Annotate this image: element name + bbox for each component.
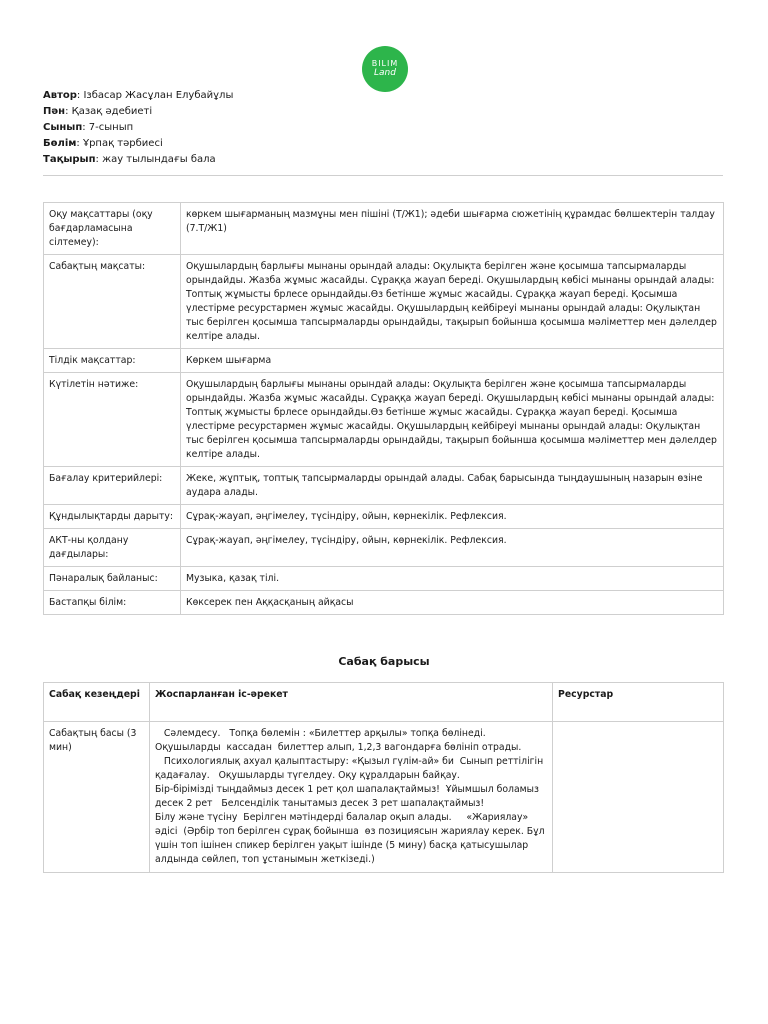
- table-row: [44, 467, 724, 505]
- meta-subject: Пән: Қазақ әдебиеті: [43, 106, 153, 117]
- info-value: көркем шығарманың мазмұны мен пішіні (Т/Ж1); әдеби шығарма сюжетінің құрамдас бөлшектерін талдау (7.Т/Ж1): [181, 203, 724, 255]
- meta-section: Бөлім: Ұрпақ тәрбиесі: [43, 138, 163, 149]
- info-key: Сабақтың мақсаты:: [44, 255, 181, 349]
- activity-cell: Сәлемдесу. Топқа бөлемін : «Билеттер арқылы» топқа бөлінеді. Оқушыларды кассадан билеттер алып, 1,2,3 вагондарға бөлініп отрады. Психологиялық ахуал қалыптастыру: «Қызыл гүлім-ай» би Сынып реттілігін қадағалау. Оқушыларды түгелдеу. Оқу құралдарын байқау. Бір-бірімізді тыңдаймыз десек 1 рет қол шапалақтаймыз! Ұйымшыл боламыз десек 2 рет Белсенділік танытамыз десек 3 рет шапалақтаймыз! Білу және түсіну Берілген мәтіндерді балалар оқып алады. «Жариялау» әдісі (Әрбір топ берілген сұрақ бойынша өз позициясын жариялау керек. Бұл үшін топ ішінен спикер берілген уақыт ішінде (5 мину) басқа қатысушылар алдында сөйлеп, топ ұстанымын жеткізеді.): [150, 722, 553, 873]
- table-row: [44, 567, 724, 591]
- info-value: Сұрақ-жауап, әңгімелеу, түсіндіру, ойын, көрнекілік. Рефлексия.: [181, 529, 724, 567]
- header-activity: Жоспарланған іс-әрекет: [150, 683, 553, 722]
- info-value: Көркем шығарма: [181, 349, 724, 373]
- table-row: [44, 591, 724, 615]
- resources-cell: [553, 722, 724, 873]
- info-value: Музыка, қазақ тілі.: [181, 567, 724, 591]
- info-key: Құндылықтарды дарыту:: [44, 505, 181, 529]
- info-key: Тілдік мақсаттар:: [44, 349, 181, 373]
- table-row: [44, 722, 724, 873]
- info-value: Сұрақ-жауап, әңгімелеу, түсіндіру, ойын, көрнекілік. Рефлексия.: [181, 505, 724, 529]
- table-row: [44, 505, 724, 529]
- stage-cell: Сабақтың басы (3 мин): [44, 722, 150, 873]
- info-value: Көксерек пен Аққасқаның айқасы: [181, 591, 724, 615]
- table-row: [44, 373, 724, 467]
- document-meta: [43, 88, 233, 168]
- table-row: [44, 529, 724, 567]
- info-key: Бағалау критерийлері:: [44, 467, 181, 505]
- info-key: АКТ-ны қолдану дағдылары:: [44, 529, 181, 567]
- meta-author: Автор: Ізбасар Жасұлан Елубайұлы: [43, 90, 234, 101]
- header-resources: Ресурстар: [553, 683, 724, 722]
- divider: [43, 175, 723, 176]
- lesson-plan-table: [43, 682, 724, 873]
- info-key: Пәнаралық байланыс:: [44, 567, 181, 591]
- table-row: [44, 203, 724, 255]
- info-key: Күтілетін нәтиже:: [44, 373, 181, 467]
- table-row: [44, 255, 724, 349]
- info-value: Оқушылардың барлығы мынаны орындай алады: Оқулықта берілген және қосымша тапсырмаларды орындайды. Жазба жұмыс жасайды. Сұраққа жауап береді. Оқушылардың көбісі мынаны орындай алады: Топтық жұмысты брлесе орындайды.Өз бетінше жұмыс жасайды. Сұраққа жауап береді. Қосымша үлестірме ресурстармен жұмыс жасайды. Оқушылардың кейбіреуі мынаны орындай алады: Оқулықтан тыс берілген қосымша тапсырмаларды орындайды, тақырып бойынша қосымша мәліметтер мен дәлелдер келтіре алады.: [181, 373, 724, 467]
- info-key: Бастапқы білім:: [44, 591, 181, 615]
- meta-topic: Тақырып: жау тылындағы бала: [43, 154, 216, 165]
- table-row: [44, 349, 724, 373]
- logo-line2: Land: [374, 68, 396, 78]
- lesson-info-table: [43, 202, 724, 615]
- header-stage: Сабақ кезеңдері: [44, 683, 150, 722]
- info-value: Жеке, жұптық, топтық тапсырмаларды орындай алады. Сабақ барысында тыңдаушының назарын өзіне аудара алады.: [181, 467, 724, 505]
- meta-grade: Сынып: 7-сынып: [43, 122, 134, 133]
- lesson-progress-title: Сабақ барысы: [338, 655, 430, 668]
- info-value: Оқушылардың барлығы мынаны орындай алады: Оқулықта берілген және қосымша тапсырмаларды орындайды. Жазба жұмыс жасайды. Сұраққа жауап береді. Оқушылардың көбісі мынаны орындай алады: Топтық жұмысты брлесе орындайды.Өз бетінше жұмыс жасайды. Сұраққа жауап береді. Қосымша үлестірме ресурстармен жұмыс жасайды. Оқушылардың кейбіреуі мынаны орындай алады: Оқулықтан тыс берілген қосымша тапсырмаларды орындайды, тақырып бойынша қосымша мәліметтер мен дәлелдер келтіре алады.: [181, 255, 724, 349]
- table-header-row: [44, 683, 724, 722]
- info-key: Оқу мақсаттары (оқу бағдарламасына сілтемеу):: [44, 203, 181, 255]
- bilimland-logo: [362, 46, 408, 92]
- logo-line1: BILIM: [371, 59, 399, 68]
